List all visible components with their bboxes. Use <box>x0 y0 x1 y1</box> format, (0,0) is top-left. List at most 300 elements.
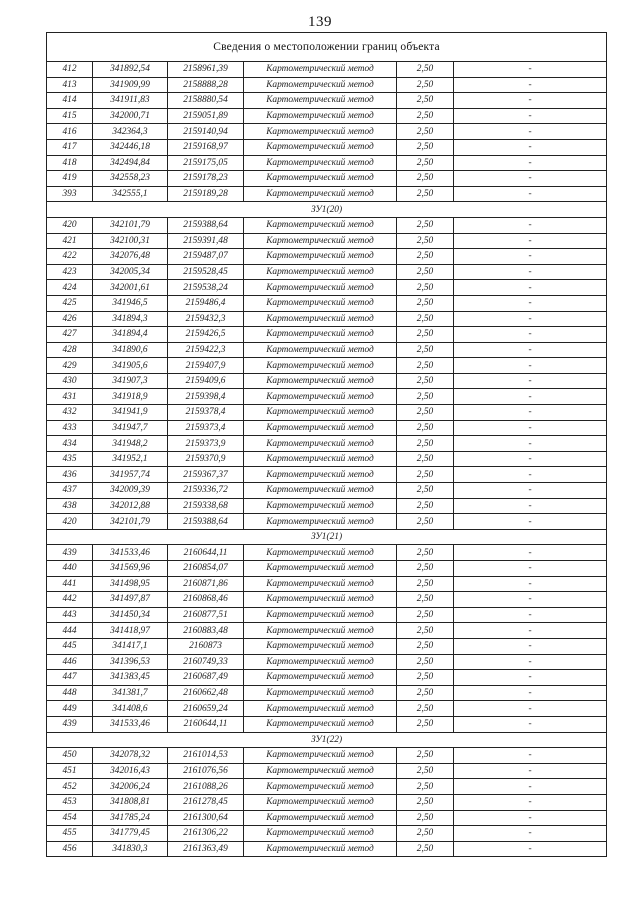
y-coordinate-cell: 2159051,89 <box>168 108 244 124</box>
accuracy-cell: 2,50 <box>397 264 454 280</box>
y-coordinate-cell: 2158880,54 <box>168 93 244 109</box>
point-number-cell: 433 <box>47 420 93 436</box>
accuracy-cell: 2,50 <box>397 763 454 779</box>
table-row <box>47 436 607 452</box>
table-row <box>47 810 607 826</box>
section-header-row <box>47 732 607 748</box>
x-coordinate-cell: 341905,6 <box>93 358 168 374</box>
method-cell: Картометрический метод <box>244 561 397 577</box>
x-coordinate-cell: 342101,79 <box>93 217 168 233</box>
y-coordinate-cell: 2159168,97 <box>168 139 244 155</box>
method-cell: Картометрический метод <box>244 654 397 670</box>
table-row <box>47 607 607 623</box>
method-cell: Картометрический метод <box>244 545 397 561</box>
accuracy-cell: 2,50 <box>397 498 454 514</box>
y-coordinate-cell: 2161306,22 <box>168 826 244 842</box>
table-row <box>47 124 607 140</box>
accuracy-cell: 2,50 <box>397 77 454 93</box>
table-row <box>47 545 607 561</box>
description-cell: - <box>454 358 607 374</box>
accuracy-cell: 2,50 <box>397 139 454 155</box>
point-number-cell: 413 <box>47 77 93 93</box>
table-row <box>47 389 607 405</box>
x-coordinate-cell: 342006,24 <box>93 779 168 795</box>
accuracy-cell: 2,50 <box>397 545 454 561</box>
point-number-cell: 429 <box>47 358 93 374</box>
method-cell: Картометрический метод <box>244 62 397 78</box>
table-title: Сведения о местоположении границ объекта <box>47 33 607 62</box>
accuracy-cell: 2,50 <box>397 358 454 374</box>
method-cell: Картометрический метод <box>244 826 397 842</box>
x-coordinate-cell: 341911,83 <box>93 93 168 109</box>
x-coordinate-cell: 341569,96 <box>93 561 168 577</box>
description-cell: - <box>454 451 607 467</box>
point-number-cell: 438 <box>47 498 93 514</box>
point-number-cell: 434 <box>47 436 93 452</box>
x-coordinate-cell: 342558,23 <box>93 171 168 187</box>
description-cell: - <box>454 295 607 311</box>
table-row <box>47 467 607 483</box>
y-coordinate-cell: 2159373,9 <box>168 436 244 452</box>
method-cell: Картометрический метод <box>244 623 397 639</box>
x-coordinate-cell: 341785,24 <box>93 810 168 826</box>
x-coordinate-cell: 342100,31 <box>93 233 168 249</box>
x-coordinate-cell: 341808,81 <box>93 794 168 810</box>
accuracy-cell: 2,50 <box>397 841 454 857</box>
method-cell: Картометрический метод <box>244 779 397 795</box>
point-number-cell: 450 <box>47 748 93 764</box>
accuracy-cell: 2,50 <box>397 701 454 717</box>
y-coordinate-cell: 2161300,64 <box>168 810 244 826</box>
y-coordinate-cell: 2161014,53 <box>168 748 244 764</box>
method-cell: Картометрический метод <box>244 576 397 592</box>
description-cell: - <box>454 405 607 421</box>
description-cell: - <box>454 124 607 140</box>
y-coordinate-cell: 2159487,07 <box>168 249 244 265</box>
y-coordinate-cell: 2159426,5 <box>168 327 244 343</box>
page-number: 139 <box>308 14 332 30</box>
description-cell: - <box>454 498 607 514</box>
point-number-cell: 456 <box>47 841 93 857</box>
description-cell: - <box>454 514 607 530</box>
point-number-cell: 427 <box>47 327 93 343</box>
method-cell: Картометрический метод <box>244 810 397 826</box>
y-coordinate-cell: 2159388,64 <box>168 217 244 233</box>
table-row <box>47 358 607 374</box>
point-number-cell: 421 <box>47 233 93 249</box>
method-cell: Картометрический метод <box>244 342 397 358</box>
point-number-cell: 415 <box>47 108 93 124</box>
accuracy-cell: 2,50 <box>397 451 454 467</box>
accuracy-cell: 2,50 <box>397 654 454 670</box>
table-row <box>47 311 607 327</box>
point-number-cell: 454 <box>47 810 93 826</box>
method-cell: Картометрический метод <box>244 514 397 530</box>
x-coordinate-cell: 341498,95 <box>93 576 168 592</box>
accuracy-cell: 2,50 <box>397 748 454 764</box>
y-coordinate-cell: 2159407,9 <box>168 358 244 374</box>
description-cell: - <box>454 545 607 561</box>
description-cell: - <box>454 217 607 233</box>
table-row <box>47 576 607 592</box>
accuracy-cell: 2,50 <box>397 186 454 202</box>
description-cell: - <box>454 264 607 280</box>
y-coordinate-cell: 2159338,68 <box>168 498 244 514</box>
x-coordinate-cell: 341946,5 <box>93 295 168 311</box>
y-coordinate-cell: 2159378,4 <box>168 405 244 421</box>
method-cell: Картометрический метод <box>244 716 397 732</box>
point-number-cell: 426 <box>47 311 93 327</box>
x-coordinate-cell: 342364,3 <box>93 124 168 140</box>
description-cell: - <box>454 342 607 358</box>
accuracy-cell: 2,50 <box>397 280 454 296</box>
method-cell: Картометрический метод <box>244 841 397 857</box>
y-coordinate-cell: 2159178,23 <box>168 171 244 187</box>
point-number-cell: 435 <box>47 451 93 467</box>
method-cell: Картометрический метод <box>244 264 397 280</box>
accuracy-cell: 2,50 <box>397 810 454 826</box>
description-cell: - <box>454 561 607 577</box>
method-cell: Картометрический метод <box>244 327 397 343</box>
x-coordinate-cell: 341450,34 <box>93 607 168 623</box>
point-number-cell: 449 <box>47 701 93 717</box>
table-row <box>47 748 607 764</box>
y-coordinate-cell: 2160659,24 <box>168 701 244 717</box>
point-number-cell: 412 <box>47 62 93 78</box>
method-cell: Картометрический метод <box>244 405 397 421</box>
x-coordinate-cell: 341894,3 <box>93 311 168 327</box>
y-coordinate-cell: 2158961,39 <box>168 62 244 78</box>
point-number-cell: 417 <box>47 139 93 155</box>
table-row <box>47 420 607 436</box>
method-cell: Картометрический метод <box>244 685 397 701</box>
method-cell: Картометрический метод <box>244 249 397 265</box>
x-coordinate-cell: 342494,84 <box>93 155 168 171</box>
x-coordinate-cell: 341952,1 <box>93 451 168 467</box>
x-coordinate-cell: 341533,46 <box>93 545 168 561</box>
y-coordinate-cell: 2161278,45 <box>168 794 244 810</box>
method-cell: Картометрический метод <box>244 186 397 202</box>
point-number-cell: 455 <box>47 826 93 842</box>
point-number-cell: 447 <box>47 670 93 686</box>
method-cell: Картометрический метод <box>244 311 397 327</box>
table-title-row <box>47 33 607 62</box>
method-cell: Картометрический метод <box>244 373 397 389</box>
table-row <box>47 233 607 249</box>
accuracy-cell: 2,50 <box>397 233 454 249</box>
y-coordinate-cell: 2159398,4 <box>168 389 244 405</box>
x-coordinate-cell: 342555,1 <box>93 186 168 202</box>
point-number-cell: 439 <box>47 545 93 561</box>
accuracy-cell: 2,50 <box>397 171 454 187</box>
y-coordinate-cell: 2159336,72 <box>168 483 244 499</box>
y-coordinate-cell: 2159391,48 <box>168 233 244 249</box>
x-coordinate-cell: 341779,45 <box>93 826 168 842</box>
x-coordinate-cell: 341941,9 <box>93 405 168 421</box>
description-cell: - <box>454 93 607 109</box>
table-row <box>47 108 607 124</box>
section-header-row <box>47 529 607 545</box>
point-number-cell: 414 <box>47 93 93 109</box>
y-coordinate-cell: 2160868,46 <box>168 592 244 608</box>
accuracy-cell: 2,50 <box>397 389 454 405</box>
y-coordinate-cell: 2159175,05 <box>168 155 244 171</box>
x-coordinate-cell: 342078,32 <box>93 748 168 764</box>
y-coordinate-cell: 2160873 <box>168 638 244 654</box>
table-row <box>47 62 607 78</box>
point-number-cell: 430 <box>47 373 93 389</box>
accuracy-cell: 2,50 <box>397 373 454 389</box>
description-cell: - <box>454 623 607 639</box>
table-row <box>47 716 607 732</box>
x-coordinate-cell: 341909,99 <box>93 77 168 93</box>
method-cell: Картометрический метод <box>244 280 397 296</box>
x-coordinate-cell: 342009,39 <box>93 483 168 499</box>
x-coordinate-cell: 342005,34 <box>93 264 168 280</box>
point-number-cell: 419 <box>47 171 93 187</box>
description-cell: - <box>454 327 607 343</box>
description-cell: - <box>454 139 607 155</box>
point-number-cell: 436 <box>47 467 93 483</box>
accuracy-cell: 2,50 <box>397 561 454 577</box>
table-row <box>47 779 607 795</box>
method-cell: Картометрический метод <box>244 139 397 155</box>
point-number-cell: 420 <box>47 217 93 233</box>
y-coordinate-cell: 2161076,56 <box>168 763 244 779</box>
accuracy-cell: 2,50 <box>397 716 454 732</box>
description-cell: - <box>454 685 607 701</box>
accuracy-cell: 2,50 <box>397 93 454 109</box>
x-coordinate-cell: 342101,79 <box>93 514 168 530</box>
accuracy-cell: 2,50 <box>397 295 454 311</box>
method-cell: Картометрический метод <box>244 124 397 140</box>
point-number-cell: 439 <box>47 716 93 732</box>
table-body <box>47 33 607 857</box>
table-row <box>47 670 607 686</box>
table-row <box>47 794 607 810</box>
point-number-cell: 444 <box>47 623 93 639</box>
method-cell: Картометрический метод <box>244 93 397 109</box>
accuracy-cell: 2,50 <box>397 467 454 483</box>
description-cell: - <box>454 638 607 654</box>
point-number-cell: 393 <box>47 186 93 202</box>
method-cell: Картометрический метод <box>244 467 397 483</box>
point-number-cell: 420 <box>47 514 93 530</box>
description-cell: - <box>454 654 607 670</box>
method-cell: Картометрический метод <box>244 748 397 764</box>
y-coordinate-cell: 2159422,3 <box>168 342 244 358</box>
description-cell: - <box>454 701 607 717</box>
y-coordinate-cell: 2159409,6 <box>168 373 244 389</box>
accuracy-cell: 2,50 <box>397 62 454 78</box>
table-row <box>47 280 607 296</box>
table-row <box>47 483 607 499</box>
table-row <box>47 841 607 857</box>
method-cell: Картометрический метод <box>244 358 397 374</box>
y-coordinate-cell: 2160644,11 <box>168 716 244 732</box>
accuracy-cell: 2,50 <box>397 249 454 265</box>
y-coordinate-cell: 2158888,28 <box>168 77 244 93</box>
y-coordinate-cell: 2160871,86 <box>168 576 244 592</box>
x-coordinate-cell: 341381,7 <box>93 685 168 701</box>
description-cell: - <box>454 77 607 93</box>
y-coordinate-cell: 2159373,4 <box>168 420 244 436</box>
table-row <box>47 217 607 233</box>
table-row <box>47 93 607 109</box>
accuracy-cell: 2,50 <box>397 623 454 639</box>
table-row <box>47 763 607 779</box>
point-number-cell: 423 <box>47 264 93 280</box>
method-cell: Картометрический метод <box>244 638 397 654</box>
accuracy-cell: 2,50 <box>397 576 454 592</box>
table-row <box>47 249 607 265</box>
description-cell: - <box>454 716 607 732</box>
table-row <box>47 654 607 670</box>
y-coordinate-cell: 2159367,37 <box>168 467 244 483</box>
accuracy-cell: 2,50 <box>397 342 454 358</box>
description-cell: - <box>454 592 607 608</box>
table-row <box>47 561 607 577</box>
method-cell: Картометрический метод <box>244 389 397 405</box>
x-coordinate-cell: 341830,3 <box>93 841 168 857</box>
section-label: ЗУ1(22) <box>47 732 607 748</box>
accuracy-cell: 2,50 <box>397 826 454 842</box>
accuracy-cell: 2,50 <box>397 405 454 421</box>
x-coordinate-cell: 341892,54 <box>93 62 168 78</box>
table-row <box>47 623 607 639</box>
x-coordinate-cell: 341418,97 <box>93 623 168 639</box>
method-cell: Картометрический метод <box>244 701 397 717</box>
description-cell: - <box>454 186 607 202</box>
method-cell: Картометрический метод <box>244 420 397 436</box>
method-cell: Картометрический метод <box>244 498 397 514</box>
y-coordinate-cell: 2161088,26 <box>168 779 244 795</box>
accuracy-cell: 2,50 <box>397 420 454 436</box>
x-coordinate-cell: 341918,9 <box>93 389 168 405</box>
accuracy-cell: 2,50 <box>397 217 454 233</box>
accuracy-cell: 2,50 <box>397 779 454 795</box>
x-coordinate-cell: 341417,1 <box>93 638 168 654</box>
point-number-cell: 425 <box>47 295 93 311</box>
x-coordinate-cell: 341497,87 <box>93 592 168 608</box>
x-coordinate-cell: 341947,7 <box>93 420 168 436</box>
description-cell: - <box>454 670 607 686</box>
x-coordinate-cell: 342076,48 <box>93 249 168 265</box>
y-coordinate-cell: 2161363,49 <box>168 841 244 857</box>
x-coordinate-cell: 342446,18 <box>93 139 168 155</box>
method-cell: Картометрический метод <box>244 155 397 171</box>
y-coordinate-cell: 2160749,33 <box>168 654 244 670</box>
method-cell: Картометрический метод <box>244 794 397 810</box>
point-number-cell: 437 <box>47 483 93 499</box>
point-number-cell: 440 <box>47 561 93 577</box>
method-cell: Картометрический метод <box>244 607 397 623</box>
table-row <box>47 701 607 717</box>
table-row <box>47 373 607 389</box>
description-cell: - <box>454 779 607 795</box>
method-cell: Картометрический метод <box>244 483 397 499</box>
point-number-cell: 418 <box>47 155 93 171</box>
point-number-cell: 424 <box>47 280 93 296</box>
table-row <box>47 295 607 311</box>
table-row <box>47 327 607 343</box>
description-cell: - <box>454 311 607 327</box>
accuracy-cell: 2,50 <box>397 483 454 499</box>
y-coordinate-cell: 2160877,51 <box>168 607 244 623</box>
description-cell: - <box>454 280 607 296</box>
x-coordinate-cell: 342012,88 <box>93 498 168 514</box>
table-row <box>47 264 607 280</box>
x-coordinate-cell: 341948,2 <box>93 436 168 452</box>
point-number-cell: 451 <box>47 763 93 779</box>
accuracy-cell: 2,50 <box>397 436 454 452</box>
description-cell: - <box>454 483 607 499</box>
method-cell: Картометрический метод <box>244 217 397 233</box>
y-coordinate-cell: 2160687,49 <box>168 670 244 686</box>
table-row <box>47 171 607 187</box>
method-cell: Картометрический метод <box>244 295 397 311</box>
description-cell: - <box>454 607 607 623</box>
accuracy-cell: 2,50 <box>397 685 454 701</box>
point-number-cell: 445 <box>47 638 93 654</box>
y-coordinate-cell: 2160854,07 <box>168 561 244 577</box>
point-number-cell: 428 <box>47 342 93 358</box>
y-coordinate-cell: 2159432,3 <box>168 311 244 327</box>
accuracy-cell: 2,50 <box>397 108 454 124</box>
table-row <box>47 405 607 421</box>
table-row <box>47 139 607 155</box>
description-cell: - <box>454 763 607 779</box>
point-number-cell: 422 <box>47 249 93 265</box>
description-cell: - <box>454 249 607 265</box>
section-label: ЗУ1(21) <box>47 529 607 545</box>
y-coordinate-cell: 2159189,28 <box>168 186 244 202</box>
table-row <box>47 451 607 467</box>
accuracy-cell: 2,50 <box>397 638 454 654</box>
x-coordinate-cell: 341894,4 <box>93 327 168 343</box>
method-cell: Картометрический метод <box>244 451 397 467</box>
description-cell: - <box>454 420 607 436</box>
accuracy-cell: 2,50 <box>397 670 454 686</box>
point-number-cell: 446 <box>47 654 93 670</box>
description-cell: - <box>454 748 607 764</box>
section-header-row <box>47 202 607 218</box>
description-cell: - <box>454 794 607 810</box>
table-row <box>47 498 607 514</box>
point-number-cell: 443 <box>47 607 93 623</box>
y-coordinate-cell: 2159486,4 <box>168 295 244 311</box>
x-coordinate-cell: 342000,71 <box>93 108 168 124</box>
description-cell: - <box>454 810 607 826</box>
table-row <box>47 77 607 93</box>
table-row <box>47 342 607 358</box>
section-label: ЗУ1(20) <box>47 202 607 218</box>
table-row <box>47 592 607 608</box>
y-coordinate-cell: 2159370,9 <box>168 451 244 467</box>
description-cell: - <box>454 155 607 171</box>
x-coordinate-cell: 341383,45 <box>93 670 168 686</box>
method-cell: Картометрический метод <box>244 77 397 93</box>
table-row <box>47 155 607 171</box>
point-number-cell: 441 <box>47 576 93 592</box>
point-number-cell: 442 <box>47 592 93 608</box>
table-row <box>47 514 607 530</box>
description-cell: - <box>454 389 607 405</box>
table-row <box>47 685 607 701</box>
x-coordinate-cell: 341396,53 <box>93 654 168 670</box>
description-cell: - <box>454 108 607 124</box>
point-number-cell: 416 <box>47 124 93 140</box>
